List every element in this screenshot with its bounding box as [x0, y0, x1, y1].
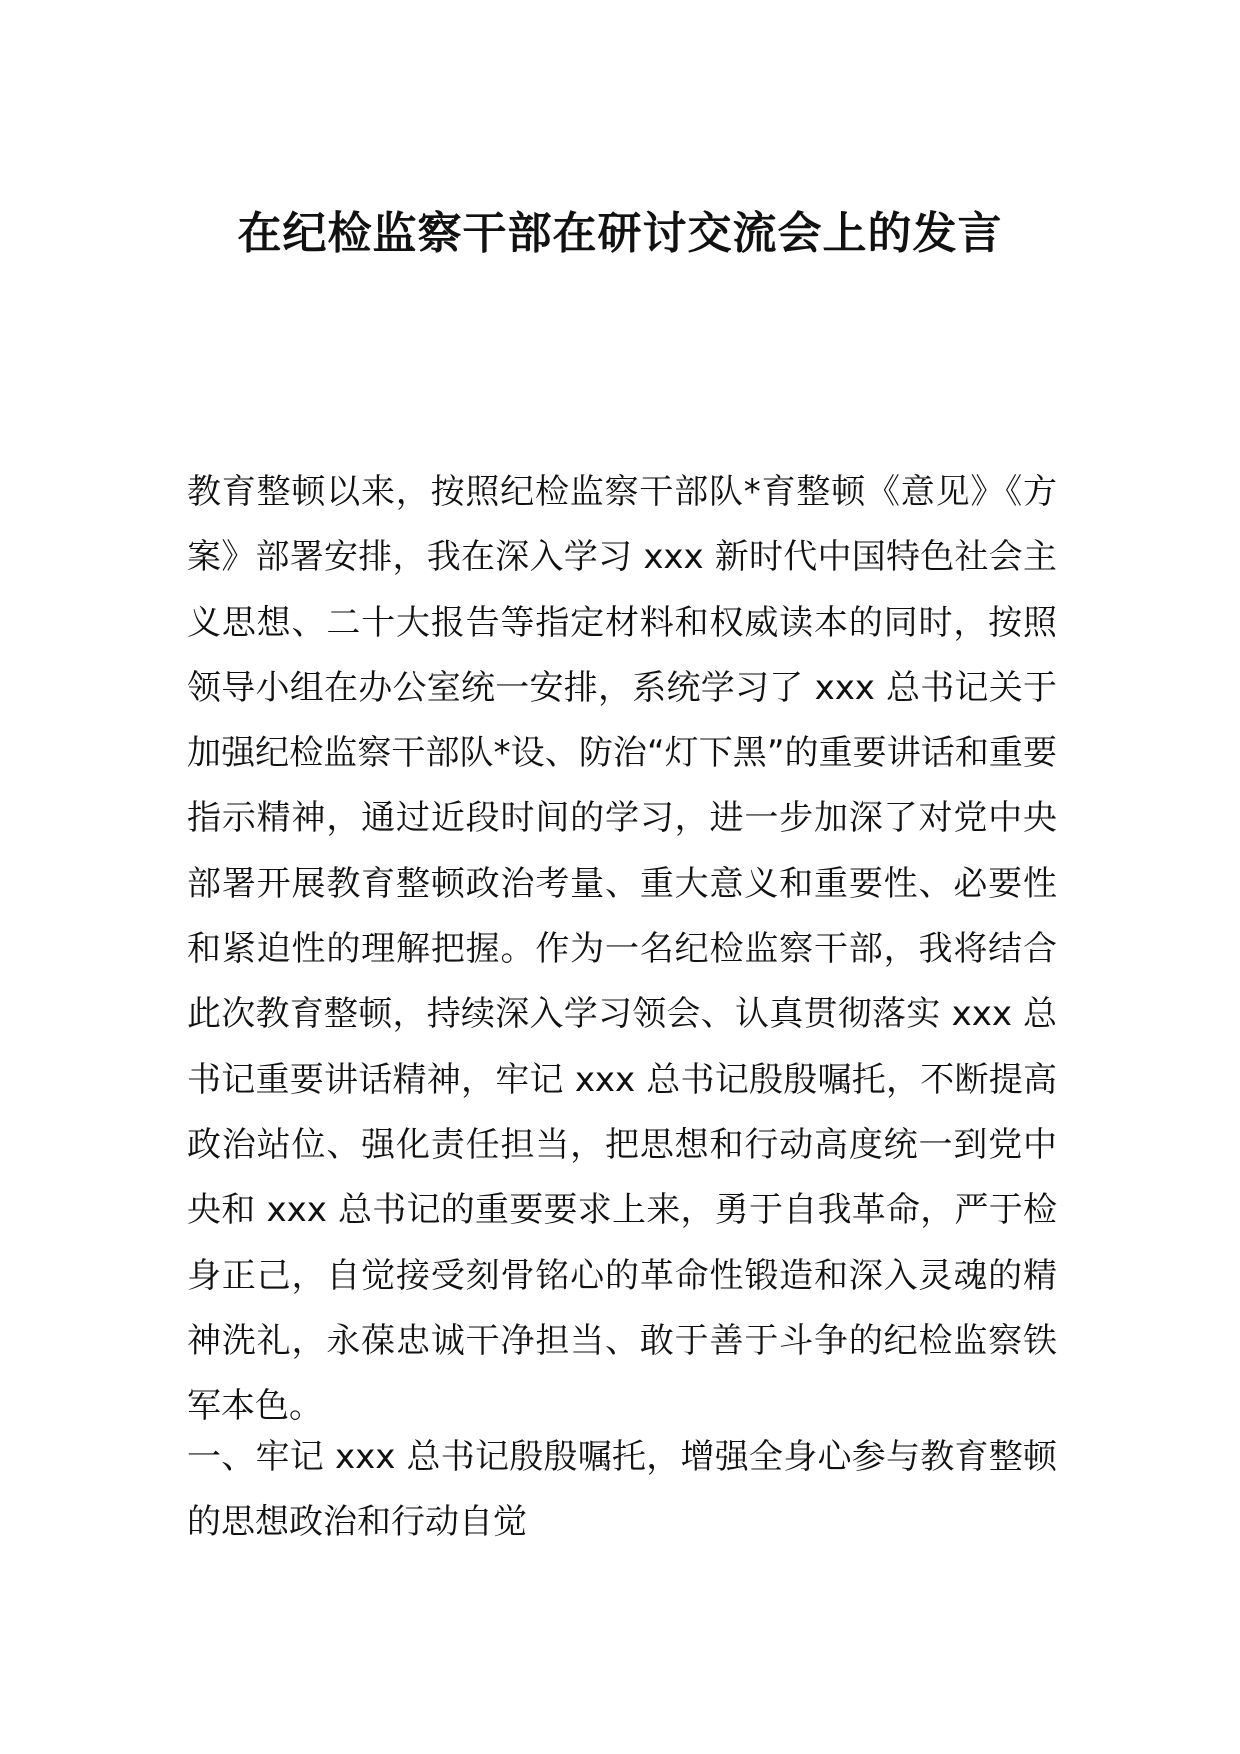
- section-heading: 一、牢记 xxx 总书记殷殷嘱托，增强全身心参与教育整顿的思想政治和行动自觉: [187, 1437, 1057, 1543]
- document-title: 在纪检监察干部在研讨交流会上的发言: [237, 208, 1003, 259]
- body-paragraph: 教育整顿以来，按照纪检监察干部队*育整顿《意见》《方案》部署安排，我在深入学习 xxx 新时代中国特色社会主义思想、二十大报告等指定材料和权威读本的同时，按照领导小组在办公室统一安排，系统学习了 xxx 总书记关于加强纪检监察干部队*设、防治“灯下黑”的重要讲话和重要指示精神，通过近段时间的学习，进一步加深了对党中央部署开展教育整顿政治考量、重大意义和重要性、必要性和紧迫性的理解把握。作为一名纪检监察干部，我将结合此次教育整顿，持续深入学习领会、认真贯彻落实 xxx 总书记重要讲话精神，牢记 xxx 总书记殷殷嘱托，不断提高政治站位、强化责任担当，把思想和行动高度统一到党中央和 xxx 总书记的重要要求上来，勇于自我革命，严于检身正己，自觉接受刻骨铭心的革命性锻造和深入灵魂的精神洗礼，永葆忠诚干净担当、敢于善于斗争的纪检监察铁军本色。: [187, 472, 1057, 1427]
